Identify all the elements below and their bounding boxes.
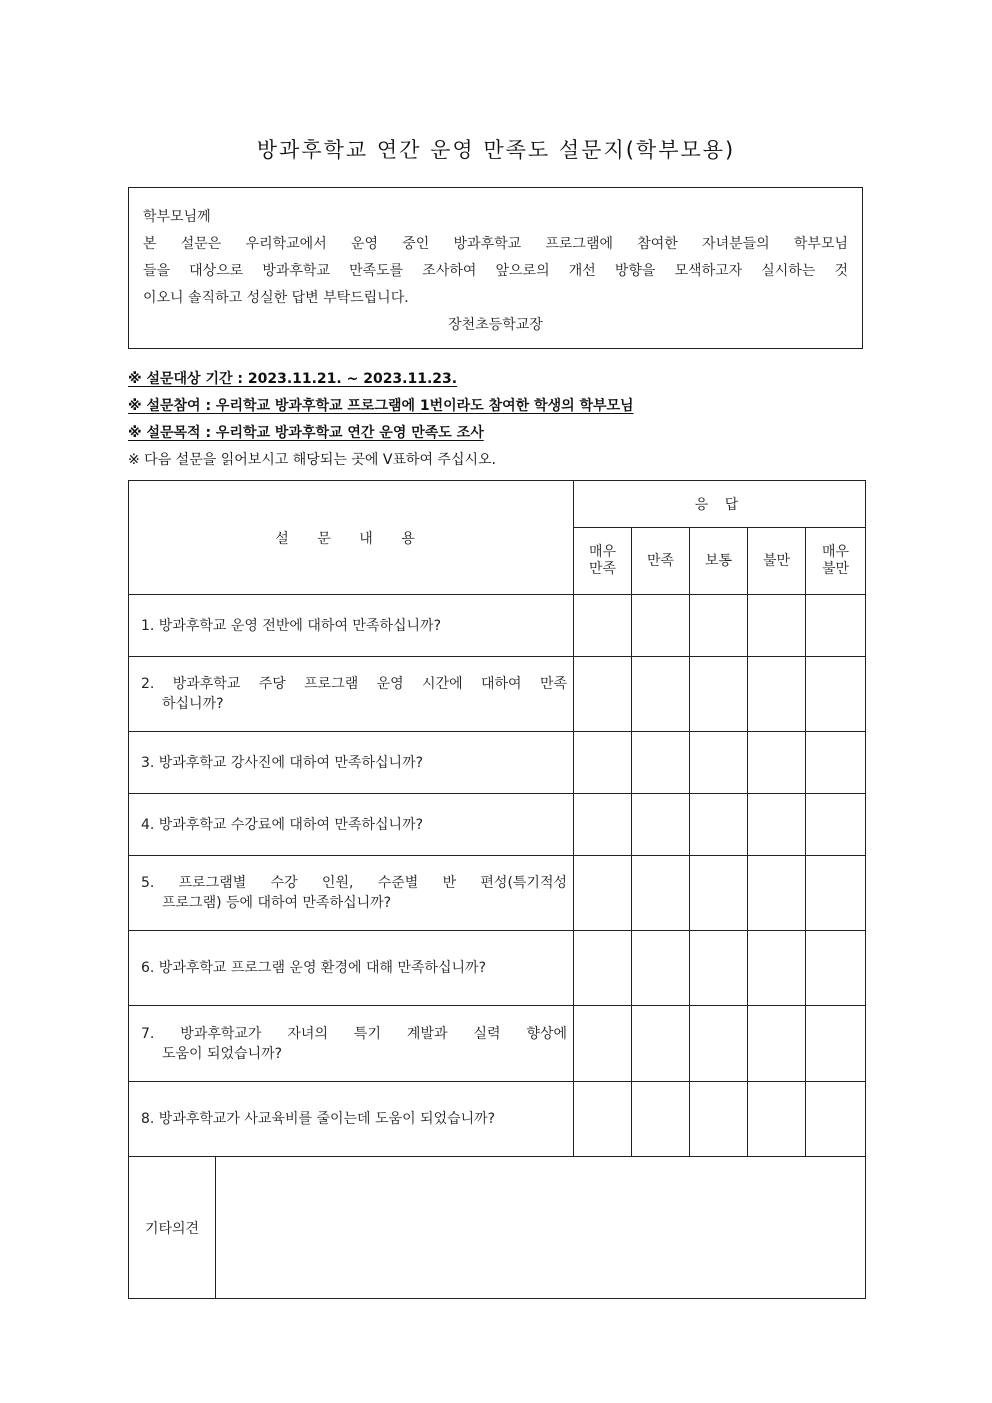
header-response: 응 답 <box>574 481 866 528</box>
answer-cell[interactable] <box>690 732 748 794</box>
question-text: 4. 방과후학교 수강료에 대하여 만족하십니까? <box>129 794 574 856</box>
answer-cell[interactable] <box>690 794 748 856</box>
option-satisfied: 만족 <box>632 528 690 595</box>
answer-cell[interactable] <box>806 856 866 931</box>
header-question: 설 문 내 용 <box>129 481 574 595</box>
answer-cell[interactable] <box>748 595 806 657</box>
question-row <box>129 931 866 1006</box>
answer-cell[interactable] <box>748 794 806 856</box>
answer-cell[interactable] <box>806 595 866 657</box>
page-title: 방과후학교 연간 운영 만족도 설문지(학부모용) <box>256 138 736 162</box>
intro-box <box>128 187 863 349</box>
answer-cell[interactable] <box>690 856 748 931</box>
question-row <box>129 1006 866 1082</box>
question-row <box>129 856 866 931</box>
answer-cell[interactable] <box>748 732 806 794</box>
answer-cell[interactable] <box>632 856 690 931</box>
question-row <box>129 595 866 657</box>
question-text: 5. 프로그램별 수강 인원, 수준별 반 편성(특기적성 프로그램) 등에 대하여 만족하십니까? <box>129 856 574 931</box>
answer-cell[interactable] <box>806 657 866 732</box>
option-dissatisfied: 불만 <box>748 528 806 595</box>
intro-greeting: 학부모님께 <box>143 209 211 225</box>
question-row <box>129 794 866 856</box>
note-instruction: ※ 다음 설문을 읽어보시고 해당되는 곳에 V표하여 주십시오. <box>128 452 496 468</box>
answer-cell[interactable] <box>574 1082 632 1157</box>
answer-cell[interactable] <box>690 1082 748 1157</box>
answer-cell[interactable] <box>806 794 866 856</box>
question-text: 6. 방과후학교 프로그램 운영 환경에 대해 만족하십니까? <box>129 931 574 1006</box>
answer-cell[interactable] <box>574 595 632 657</box>
answer-cell[interactable] <box>574 931 632 1006</box>
answer-cell[interactable] <box>632 1082 690 1157</box>
answer-cell[interactable] <box>748 856 806 931</box>
option-very-dissatisfied: 매우 불만 <box>806 528 866 595</box>
note-purpose: ※ 설문목적 : 우리학교 방과후학교 연간 운영 만족도 조사 <box>128 425 484 441</box>
intro-line: 본 설문은 우리학교에서 운영 중인 방과후학교 프로그램에 참여한 자녀분들의 학부모님 <box>143 236 848 252</box>
answer-cell[interactable] <box>806 931 866 1006</box>
question-text: 1. 방과후학교 운영 전반에 대하여 만족하십니까? <box>129 595 574 657</box>
answer-cell[interactable] <box>574 794 632 856</box>
answer-cell[interactable] <box>748 1006 806 1082</box>
intro-signature: 장천초등학교장 <box>448 317 543 333</box>
answer-cell[interactable] <box>632 931 690 1006</box>
question-row <box>129 732 866 794</box>
answer-cell[interactable] <box>632 732 690 794</box>
option-very-satisfied: 매우 만족 <box>574 528 632 595</box>
answer-cell[interactable] <box>632 657 690 732</box>
answer-cell[interactable] <box>574 657 632 732</box>
note-participants: ※ 설문참여 : 우리학교 방과후학교 프로그램에 1번이라도 참여한 학생의 학부모님 <box>128 398 634 414</box>
question-text: 3. 방과후학교 강사진에 대하여 만족하십니까? <box>129 732 574 794</box>
question-text: 2. 방과후학교 주당 프로그램 운영 시간에 대하여 만족 하십니까? <box>129 657 574 732</box>
survey-table <box>128 480 866 1299</box>
answer-cell[interactable] <box>806 1082 866 1157</box>
question-text: 7. 방과후학교가 자녀의 특기 계발과 실력 향상에 도움이 되었습니까? <box>129 1006 574 1082</box>
answer-cell[interactable] <box>748 931 806 1006</box>
answer-cell[interactable] <box>806 732 866 794</box>
other-opinion-field[interactable] <box>216 1157 866 1299</box>
note-period: ※ 설문대상 기간 : 2023.11.21. ~ 2023.11.23. <box>128 371 458 387</box>
answer-cell[interactable] <box>690 657 748 732</box>
question-text: 8. 방과후학교가 사교육비를 줄이는데 도움이 되었습니까? <box>129 1082 574 1157</box>
intro-line: 들을 대상으로 방과후학교 만족도를 조사하여 앞으로의 개선 방향을 모색하고자 실시하는 것 <box>143 263 848 279</box>
answer-cell[interactable] <box>574 732 632 794</box>
answer-cell[interactable] <box>748 1082 806 1157</box>
answer-cell[interactable] <box>690 1006 748 1082</box>
answer-cell[interactable] <box>574 1006 632 1082</box>
question-row <box>129 657 866 732</box>
intro-line: 이오니 솔직하고 성실한 답변 부탁드립니다. <box>143 290 409 306</box>
answer-cell[interactable] <box>632 1006 690 1082</box>
answer-cell[interactable] <box>632 794 690 856</box>
other-opinion-label: 기타의견 <box>129 1157 216 1299</box>
question-row <box>129 1082 866 1157</box>
answer-cell[interactable] <box>748 657 806 732</box>
survey-notes <box>128 367 634 475</box>
option-neutral: 보통 <box>690 528 748 595</box>
other-opinion-row <box>129 1157 866 1299</box>
answer-cell[interactable] <box>806 1006 866 1082</box>
answer-cell[interactable] <box>690 931 748 1006</box>
answer-cell[interactable] <box>574 856 632 931</box>
answer-cell[interactable] <box>690 595 748 657</box>
answer-cell[interactable] <box>632 595 690 657</box>
